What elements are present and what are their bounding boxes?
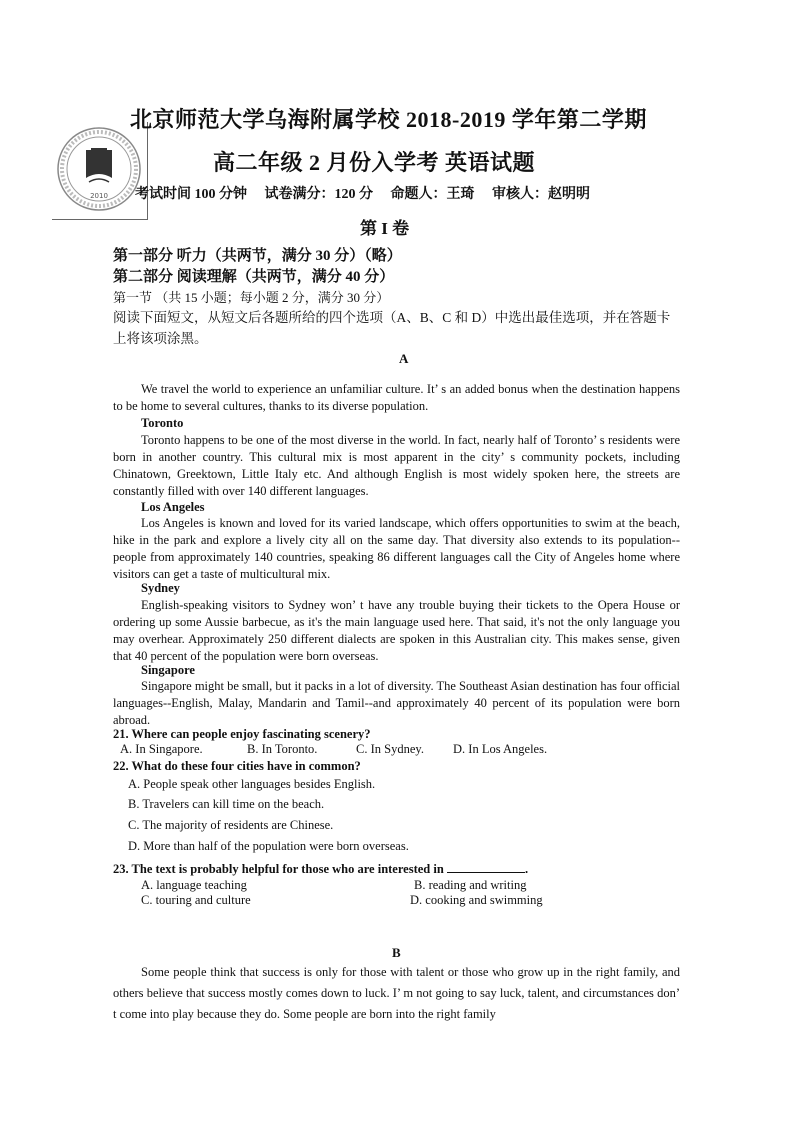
exam-meta (135, 183, 604, 203)
q22-option-a: A. People speak other languages besides English. (128, 777, 376, 791)
question-21: 21. Where can people enjoy fascinating scenery? (113, 727, 371, 741)
city-text-los-angeles: Los Angeles is known and loved for its varied landscape, which offers opportunities to swim at the beach, hike in the park and explore a lively city all on the same day. That diversity also extends to its population--people from approximately 140 countries, speaking 86 different languages call the City of Angeles home where visitors can get a taste of multicultural mix. (113, 516, 680, 581)
section1-heading: 第一节 （共 15 小题；每小题 2 分，满分 30 分） (113, 290, 390, 305)
school-logo-frame (52, 122, 148, 220)
q23-option-c: C. touring and culture (141, 893, 251, 907)
svg-text:2010: 2010 (90, 192, 108, 200)
city-text-sydney: English-speaking visitors to Sydney won’ t have any trouble buying their tickets to the Opera House or ordering up some Aussie barbecue, as it's the main language used here. That said, it's not the only language you may overhear. Approximately 250 different dialects are spoken in this Australian city. This makes sense, given that 40 percent of the population were born overseas. (113, 598, 680, 663)
passage-a-letter: A (399, 351, 409, 366)
question-23-stem: 23. The text is probably helpful for those who are interested in (113, 862, 444, 876)
question-23-end: . (524, 862, 529, 876)
city-text-singapore: Singapore might be small, but it packs in a lot of diversity. The Southeast Asian destination has four official languages--English, Malay, Mandarin and Tamil--and approximately 40 percent of its population were born abroad. (113, 679, 680, 727)
part1-heading: 第一部分 听力（共两节，满分 30 分）（略） (113, 248, 402, 264)
q22-option-c: C. The majority of residents are Chinese. (128, 818, 334, 832)
school-seal-icon (56, 126, 142, 212)
instruction-text: 阅读下面短文，从短文后各题所给的四个选项（A、B、C 和 D）中选出最佳选项，并在答题卡上将该项涂黑。 (113, 310, 671, 346)
passage-b-text: Some people think that success is only for those with talent or those who grow up in the right family, and others believe that success mostly comes down to luck. I’ m not going to say luck, talent, and circumstances don’ t come into play because they do. Some people are born into the right family (113, 965, 680, 1021)
full-score: 试卷满分：120 分 (264, 187, 373, 202)
passage-b-letter: B (392, 945, 401, 960)
passage-a-intro: We travel the world to experience an unfamiliar culture. It’ s an added bonus when the destination happens to be home to several cultures, thanks to its diverse population. (113, 382, 680, 413)
q21-option-a: A. In Singapore. (120, 742, 203, 756)
exam-title-line2: 高二年级 2 月份入学考 英语试题 (213, 150, 536, 175)
city-heading-toronto: Toronto (141, 416, 184, 430)
city-text-toronto: Toronto happens to be one of the most diverse in the world. In fact, nearly half of Toronto’ s residents were born in another country. This cultural mix is most apparent in the city’ s community pockets, including Chinatown, Greektown, Little Italy etc. And although English is most widely spoken here, the streets are constantly filled with over 140 different languages. (113, 433, 680, 498)
q21-option-c: C. In Sydney. (356, 742, 424, 756)
q21-option-d: D. In Los Angeles. (453, 742, 548, 756)
part2-heading: 第二部分 阅读理解（共两节，满分 40 分） (113, 269, 395, 285)
city-heading-singapore: Singapore (141, 663, 195, 677)
answer-blank (447, 862, 525, 873)
question-setter: 命题人：王琦 (390, 187, 475, 202)
city-heading-sydney: Sydney (141, 581, 180, 595)
exam-time: 考试时间 100 分钟 (135, 187, 247, 202)
city-heading-los-angeles: Los Angeles (141, 500, 205, 514)
exam-title-line1: 北京师范大学乌海附属学校 2018-2019 学年第二学期 (130, 107, 647, 132)
q21-option-b: B. In Toronto. (247, 742, 318, 756)
q23-option-d: D. cooking and swimming (410, 893, 543, 907)
question-22: 22. What do these four cities have in common? (113, 759, 361, 773)
question-23 (113, 862, 528, 877)
q22-option-d: D. More than half of the population were born overseas. (128, 839, 409, 853)
reviewer: 审核人：赵明明 (492, 187, 590, 202)
q23-option-b: B. reading and writing (414, 878, 527, 892)
volume-heading: 第 I 卷 (360, 219, 410, 238)
q22-option-b: B. Travelers can kill time on the beach. (128, 797, 325, 811)
q23-option-a: A. language teaching (141, 878, 247, 892)
